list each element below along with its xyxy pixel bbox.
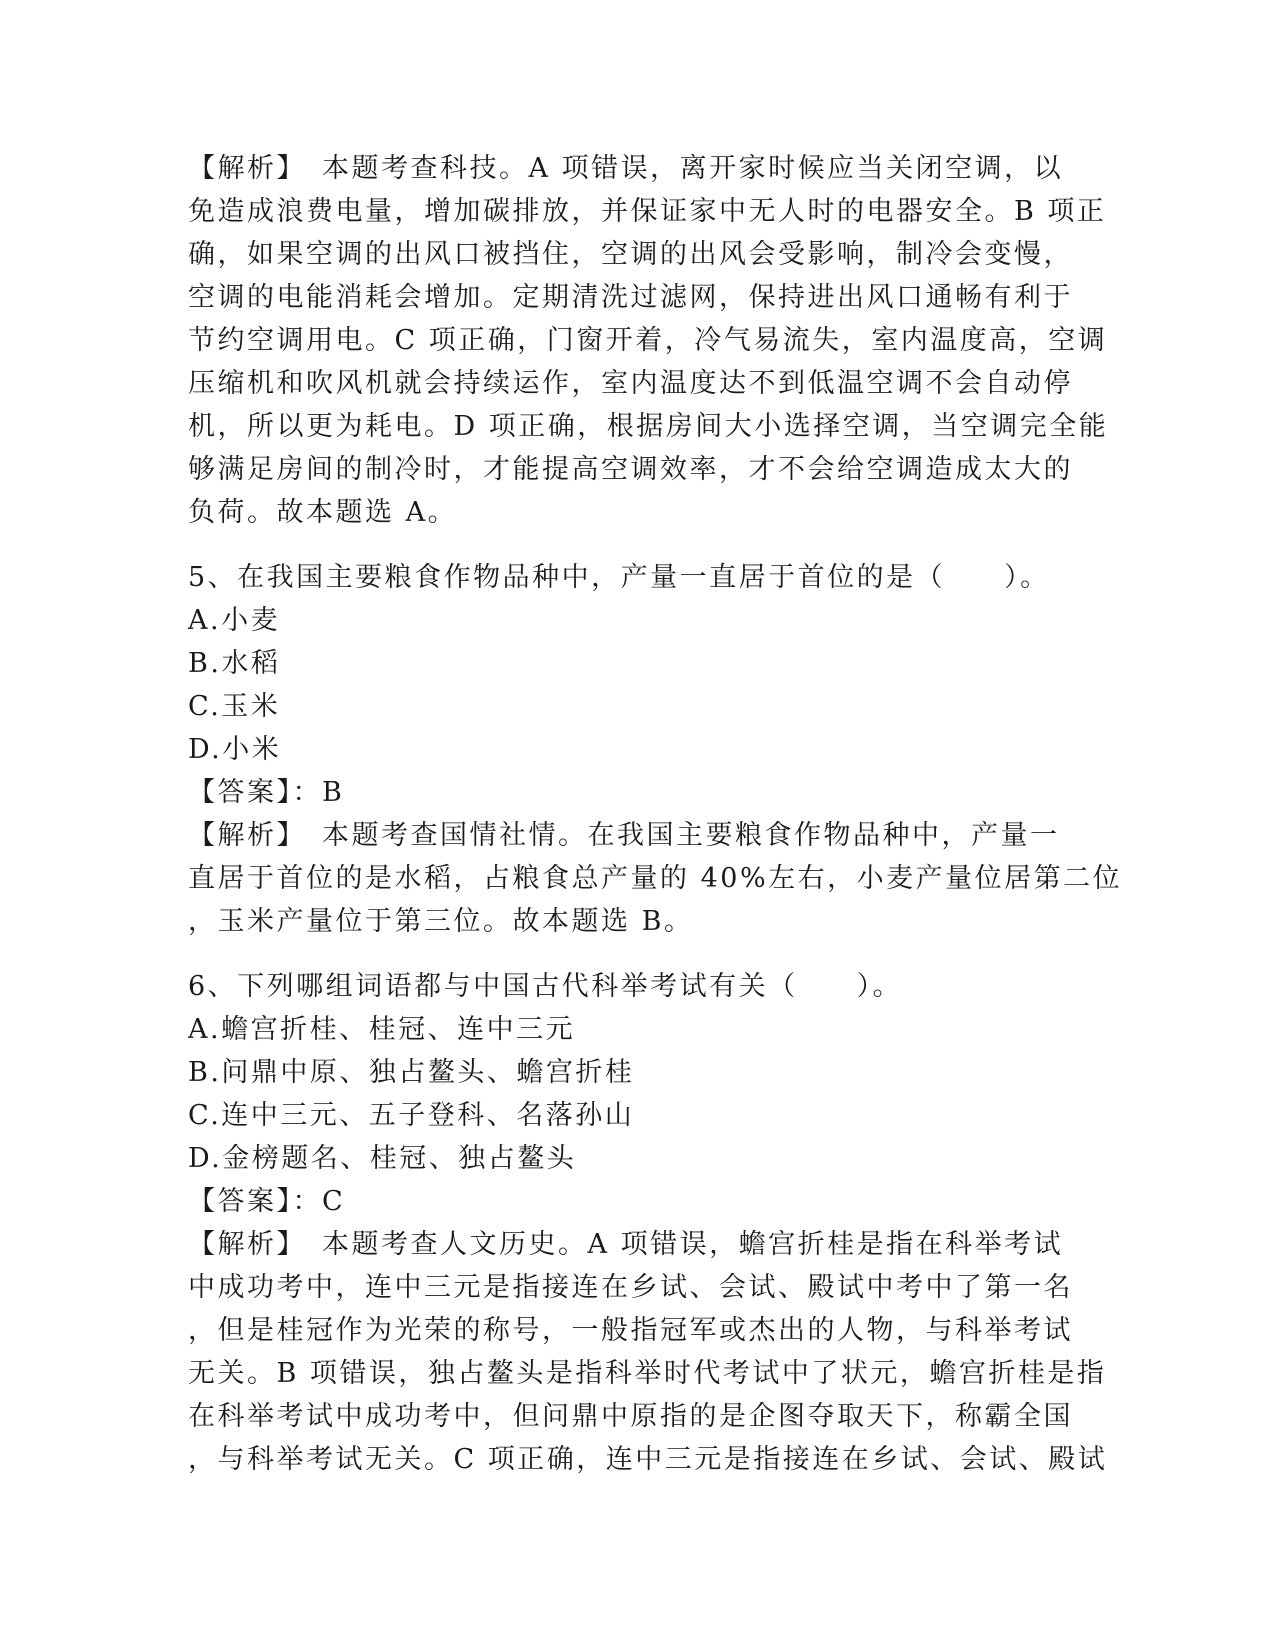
text-line: 机，所以更为耗电。D 项正确，根据房间大小选择空调，当空调完全能 (188, 411, 1109, 442)
analysis-line: ，但是桂冠作为光荣的称号，一般指冠军或杰出的人物，与科举考试 (188, 1315, 1073, 1346)
analysis-line: 【解析】 本题考查国情社情。在我国主要粮食作物品种中，产量一 (188, 820, 1060, 851)
option-c: C.连中三元、五子登科、名落孙山 (188, 1100, 635, 1131)
text-line: 节约空调用电。C 项正确，门窗开着，冷气易流失，室内温度高，空调 (188, 325, 1108, 356)
analysis-line: 无关。B 项错误，独占鳌头是指科举时代考试中了状元，蟾宫折桂是指 (188, 1358, 1107, 1389)
text-line: 确，如果空调的出风口被挡住，空调的出风会受影响，制冷会变慢， (188, 239, 1073, 270)
answer-line: 【答案】：C (188, 1186, 346, 1217)
text-line: 免造成浪费电量，增加碳排放，并保证家中无人时的电器安全。B 项正 (188, 196, 1107, 227)
text-line: 够满足房间的制冷时，才能提高空调效率，才不会给空调造成太大的 (188, 454, 1073, 485)
analysis-line: ，玉米产量位于第三位。故本题选 B。 (188, 906, 694, 937)
question-5 (188, 556, 1123, 943)
option-a: A.蟾宫折桂、桂冠、连中三元 (188, 1014, 576, 1045)
answer-line: 【答案】：B (188, 777, 345, 808)
analysis-block-q4 (188, 147, 1109, 534)
text-line: 【解析】 本题考查科技。A 项错误，离开家时候应当关闭空调，以 (188, 153, 1064, 184)
option-b: B.水稻 (188, 648, 281, 679)
analysis-line: ，与科举考试无关。C 项正确，连中三元是指接连在乡试、会试、殿试 (188, 1444, 1108, 1475)
option-b: B.问鼎中原、独占鳌头、蟾宫折桂 (188, 1057, 635, 1088)
option-c: C.玉米 (188, 691, 281, 722)
analysis-line: 【解析】 本题考查人文历史。A 项错误，蟾宫折桂是指在科举考试 (188, 1229, 1064, 1260)
question-stem: 6、下列哪组词语都与中国古代科举考试有关（ ）。 (188, 971, 903, 1002)
text-line: 压缩机和吹风机就会持续运作，室内温度达不到低温空调不会自动停 (188, 368, 1073, 399)
analysis-line: 直居于首位的是水稻，占粮食总产量的 40%左右，小麦产量位居第二位 (188, 863, 1123, 894)
analysis-line: 在科举考试中成功考中，但问鼎中原指的是企图夺取天下，称霸全国 (188, 1401, 1073, 1432)
text-line: 负荷。故本题选 A。 (188, 497, 458, 528)
question-6 (188, 965, 1108, 1481)
text-line: 空调的电能消耗会增加。定期清洗过滤网，保持进出风口通畅有利于 (188, 282, 1073, 313)
spacer (188, 534, 1088, 556)
spacer (188, 943, 1088, 965)
question-stem: 5、在我国主要粮食作物品种中，产量一直居于首位的是（ ）。 (188, 562, 1050, 593)
option-a: A.小麦 (188, 605, 281, 636)
option-d: D.小米 (188, 734, 282, 765)
analysis-line: 中成功考中，连中三元是指接连在乡试、会试、殿试中考中了第一名 (188, 1272, 1073, 1303)
page-content (188, 147, 1123, 1481)
option-d: D.金榜题名、桂冠、独占鳌头 (188, 1143, 577, 1174)
